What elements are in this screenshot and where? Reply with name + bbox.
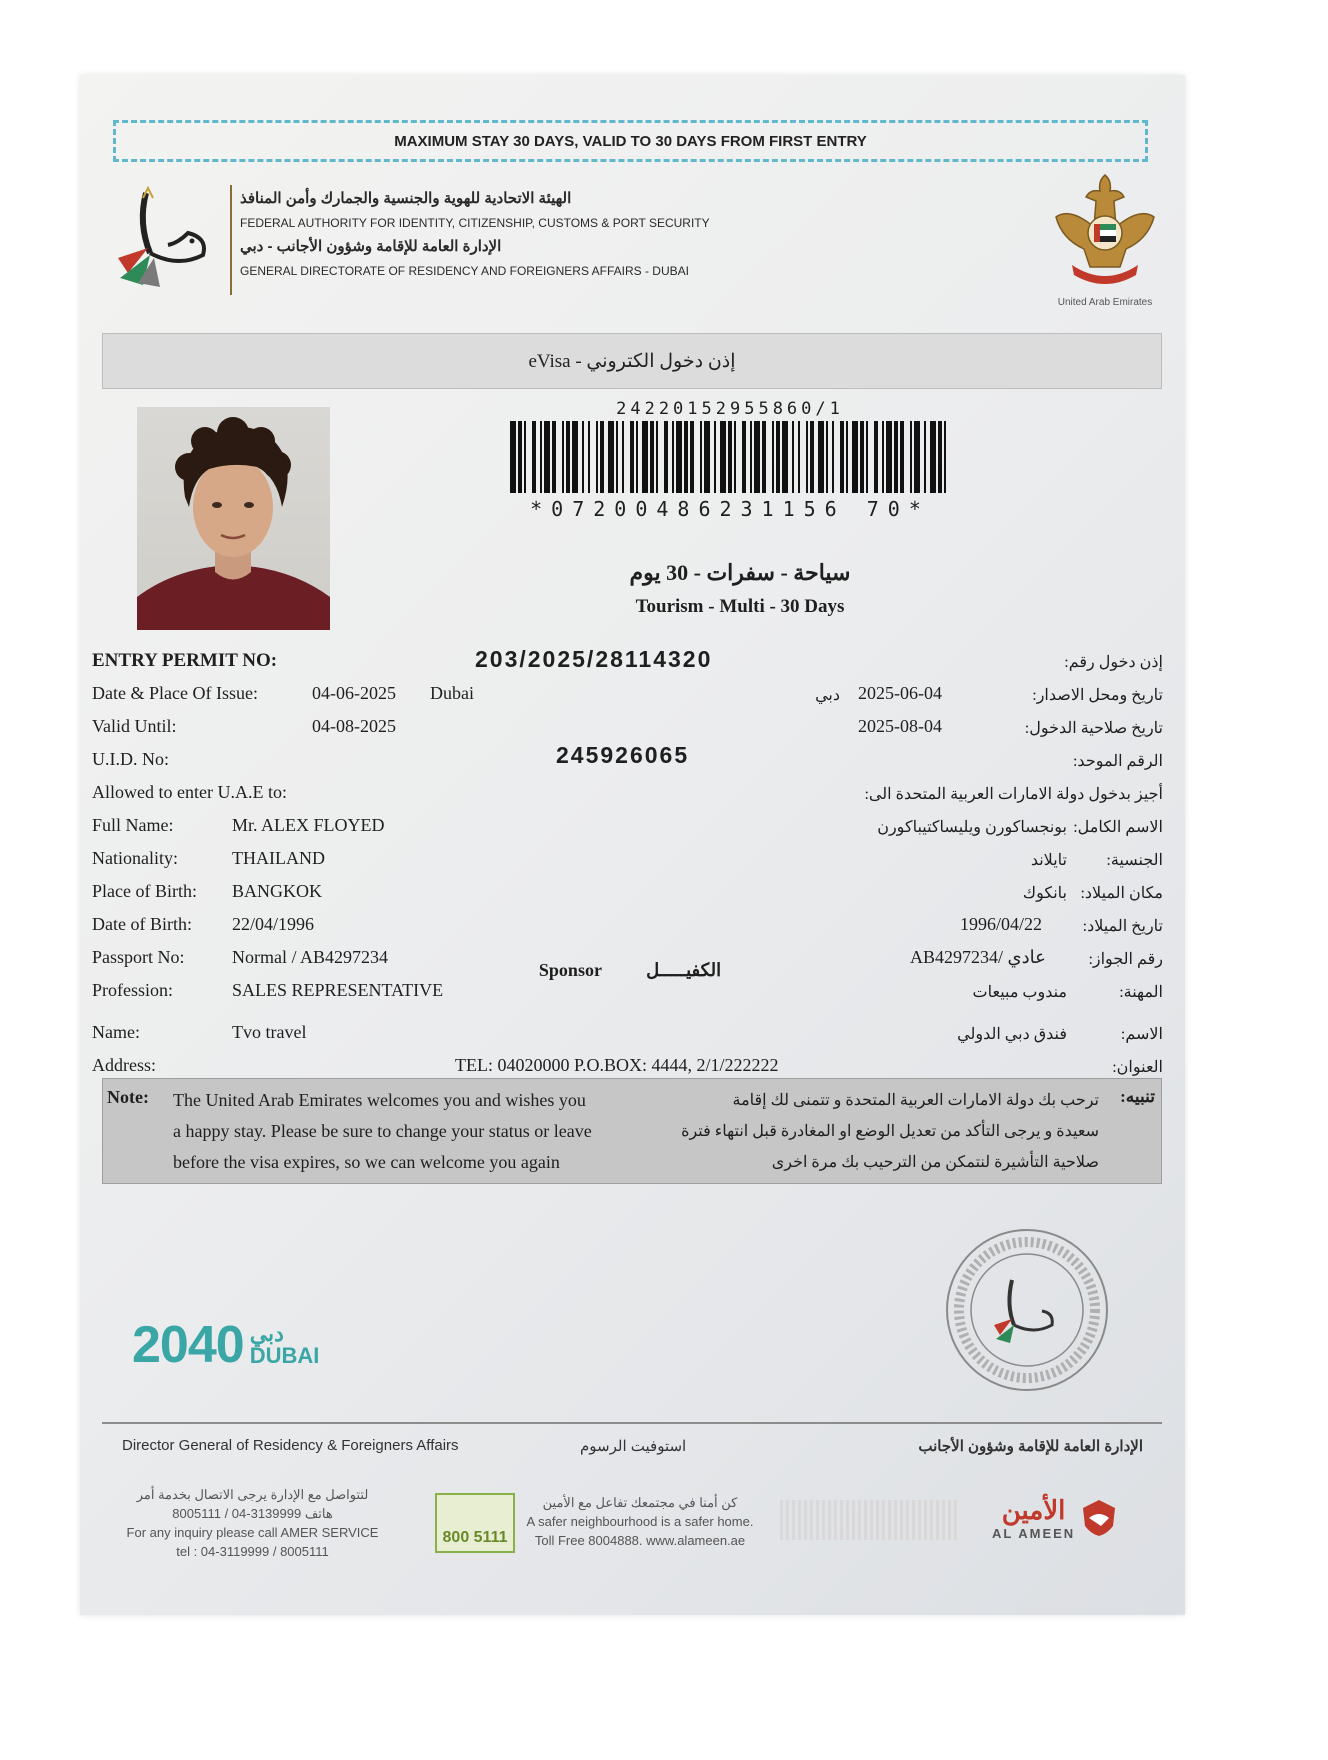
barcode-bar (630, 421, 634, 493)
passport-ar: AB4297234/ عادي (910, 947, 1046, 967)
dob-label-ar: تاريخ الميلاد: (1082, 918, 1163, 935)
issue-label-ar: تاريخ ومحل الاصدار: (1032, 687, 1163, 704)
nationality-ar: تايلاند (1030, 852, 1067, 869)
barcode-bar (608, 421, 614, 493)
valid-date: 04-08-2025 (312, 716, 396, 736)
barcode-bar (782, 421, 788, 493)
allowed-label: Allowed to enter U.A.E to: (92, 782, 287, 802)
amer-info (120, 1485, 385, 1561)
amer-badge (435, 1493, 515, 1553)
barcode-bar (754, 421, 760, 493)
authority-names (240, 187, 760, 283)
valid-label: Valid Until: (92, 716, 177, 736)
full-name-label-ar: الاسم الكامل: (1073, 819, 1163, 836)
visa-type-ar: سياحة - سفرات - 30 يوم (629, 560, 851, 585)
barcode-bar (792, 421, 794, 493)
barcode-bar (720, 421, 726, 493)
note-en-line2: a happy stay. Please be sure to change your status or leave (173, 1121, 592, 1141)
barcode-bar (840, 421, 844, 493)
visa-document (80, 75, 1185, 1615)
barcode-bar (852, 421, 858, 493)
barcode-bar (664, 421, 668, 493)
amer-ar-line2: 8005111 / 04-3139999 هاتف (172, 1506, 333, 1521)
alameen-shield-icon (1079, 1498, 1119, 1538)
barcode-bar (944, 421, 946, 493)
profession-ar: مندوب مبيعات (972, 984, 1067, 1001)
barcode-bar (700, 421, 702, 493)
passport-label-ar: رقم الجواز: (1088, 951, 1163, 968)
nationality-label: Nationality: (92, 848, 178, 868)
dob-label: Date of Birth: (92, 914, 192, 934)
visa-barcode (510, 421, 950, 493)
barcode-bar (676, 421, 682, 493)
dob: 22/04/1996 (232, 914, 315, 934)
barcode-bar (810, 421, 814, 493)
dubai-2040-logo (132, 1315, 319, 1375)
barcode-bar (728, 421, 732, 493)
barcode-bar (622, 421, 624, 493)
issue-place: Dubai (430, 683, 474, 703)
barcode-bar (540, 421, 542, 493)
barcode-bar (532, 421, 536, 493)
dubai-2040-ar: دبي (249, 1321, 284, 1346)
barcode-bar (600, 421, 604, 493)
barcode-bar (636, 421, 638, 493)
footer-divider (102, 1422, 1162, 1424)
sponsor-heading-en: Sponsor (538, 960, 602, 980)
passport-label: Passport No: (92, 947, 185, 967)
issue-date: 04-06-2025 (312, 683, 396, 703)
barcode-bar (616, 421, 618, 493)
footer-fees-ar: استوفيت الرسوم (580, 1438, 687, 1455)
nationality-label-ar: الجنسية: (1106, 852, 1163, 869)
barcode-bar (750, 421, 752, 493)
uid-label-ar: الرقم الموحد: (1072, 753, 1163, 770)
footer-director-en: Director General of Residency & Foreigners Affairs (122, 1437, 459, 1454)
uid-label: U.I.D. No: (92, 749, 169, 769)
alameen-en-line1: A safer neighbourhood is a safer home. (526, 1514, 754, 1529)
pob-label: Place of Birth: (92, 881, 197, 901)
issue-label: Date & Place Of Issue: (92, 683, 258, 703)
note-ar-line3: صلاحية التأشيرة لنتمكن من الترحيب بك مرة اخرى (771, 1154, 1099, 1171)
barcode-bar (672, 421, 674, 493)
alameen-logo-en: AL AMEEN (992, 1526, 1076, 1541)
authority-divider (230, 185, 232, 295)
barcode-bar (734, 421, 736, 493)
barcode-bar (690, 421, 694, 493)
permit-number: 203/2025/28114320 (475, 646, 713, 672)
barcode-bar (910, 421, 912, 493)
barcode-bottom-number: *07200486231156 70* (530, 497, 930, 521)
evisa-title: eVisa - إذن دخول الكتروني (102, 333, 1162, 389)
barcode-bar (510, 421, 516, 493)
barcode-bar (914, 421, 920, 493)
barcode-bar (818, 421, 824, 493)
barcode-bar (742, 421, 746, 493)
authority-en-line2: GENERAL DIRECTORATE OF RESIDENCY AND FOREIGNERS AFFAIRS - DUBAI (240, 264, 689, 278)
barcode-bar (572, 421, 578, 493)
full-name-label: Full Name: (92, 815, 174, 835)
nationality: THAILAND (232, 848, 325, 868)
barcode-bar (518, 421, 522, 493)
note-label: Note: (107, 1087, 149, 1107)
sponsor-name-label-ar: الاسم: (1120, 1026, 1163, 1043)
alameen-en-line2: Toll Free 8004888. www.alameen.ae (534, 1533, 746, 1548)
official-seal-icon (942, 1225, 1112, 1395)
issue-place-ar: دبي (815, 687, 840, 704)
barcode-bar (900, 421, 904, 493)
barcode-bar (846, 421, 848, 493)
issue-date-ar: 2025-06-04 (858, 683, 942, 703)
barcode-bar (684, 421, 688, 493)
amer-en-line2: tel : 04-3119999 / 8005111 (176, 1544, 329, 1559)
barcode-bar (714, 421, 716, 493)
applicant-photo (137, 407, 330, 630)
dubai-2040-en: DUBAI (249, 1343, 320, 1368)
alameen-info (520, 1493, 760, 1550)
barcode-bar (798, 421, 800, 493)
sponsor-address: TEL: 04020000 P.O.BOX: 4444, 2/1/222222 (455, 1055, 779, 1075)
alameen-slogan-blur (780, 1500, 960, 1540)
dubai-2040-number: 2040 (132, 1316, 244, 1374)
barcode-top-number: 24220152955860/1 (616, 399, 844, 419)
profession-label: Profession: (92, 980, 173, 1000)
barcode-bar (524, 421, 526, 493)
note-label-ar: تنبيه: (1120, 1087, 1155, 1106)
valid-label-ar: تاريخ صلاحية الدخول: (1024, 720, 1163, 737)
emblem-caption: United Arab Emirates (1057, 297, 1153, 308)
authority-falcon-logo (108, 183, 218, 293)
barcode-bar (772, 421, 774, 493)
note-box (102, 1078, 1162, 1184)
uid-number: 245926065 (556, 742, 690, 768)
barcode-bar (874, 421, 878, 493)
barcode-bar (886, 421, 892, 493)
uae-emblem (1050, 167, 1160, 317)
alameen-ar: كن أمنا في مجتمعك تفاعل مع الأمين (542, 1495, 738, 1510)
barcode-bar (656, 421, 658, 493)
barcode-bar (776, 421, 780, 493)
authority-ar-line2: الإدارة العامة للإقامة وشؤون الأجانب - دبي (240, 238, 502, 255)
amer-ar-line1: لتتواصل مع الإدارة يرجى الاتصال بخدمة أمر (136, 1487, 369, 1502)
applicant-portrait-icon (137, 407, 330, 630)
barcode-bar (832, 421, 834, 493)
barcode-bar (562, 421, 564, 493)
note-text-en (173, 1085, 643, 1178)
barcode-bar (642, 421, 648, 493)
authority-ar-line1: الهيئة الاتحادية للهوية والجنسية والجمارك وأمن المنافذ (240, 190, 572, 207)
barcode-bar (860, 421, 864, 493)
barcode-bar (806, 421, 808, 493)
barcode-bar (596, 421, 598, 493)
note-en-line1: The United Arab Emirates welcomes you and wishes you (173, 1090, 586, 1110)
footer-director-ar: الإدارة العامة للإقامة وشؤون الأجانب (918, 1438, 1143, 1455)
permit-label-ar: إذن دخول رقم: (1064, 654, 1163, 671)
dob-ar: 1996/04/22 (960, 914, 1043, 934)
sponsor-address-label: Address: (92, 1055, 156, 1075)
uae-falcon-emblem-icon (1050, 167, 1160, 292)
note-ar-line1: ترحب بك دولة الامارات العربية المتحدة و تتمنى لك إقامة (732, 1092, 1099, 1109)
profession-label-ar: المهنة: (1119, 984, 1163, 1001)
max-stay-banner: MAXIMUM STAY 30 DAYS, VALID TO 30 DAYS FROM FIRST ENTRY (113, 120, 1148, 162)
barcode-bar (582, 421, 584, 493)
full-name-ar: بونجساكورن ويليساكتيباكورن (877, 819, 1067, 836)
sponsor-heading (480, 960, 780, 981)
note-text-ar (639, 1085, 1099, 1178)
barcode-bar (544, 421, 550, 493)
barcode-bar (566, 421, 570, 493)
barcode-bar (938, 421, 942, 493)
alameen-logo (992, 1495, 1119, 1541)
note-en-line3: before the visa expires, so we can welcome you again (173, 1152, 560, 1172)
permit-label: ENTRY PERMIT NO: (92, 650, 278, 671)
barcode-bar (650, 421, 654, 493)
sponsor-name-ar: فندق دبي الدولي (957, 1026, 1067, 1043)
amer-en-line1: For any inquiry please call AMER SERVICE (126, 1525, 379, 1540)
full-name: Mr. ALEX FLOYED (232, 815, 385, 835)
barcode-bar (924, 421, 926, 493)
allowed-label-ar: أجيز بدخول دولة الامارات العربية المتحدة الى: (864, 786, 1163, 803)
authority-en-line1: FEDERAL AUTHORITY FOR IDENTITY, CITIZENSHIP, CUSTOMS & PORT SECURITY (240, 216, 710, 230)
amer-badge-number: 800 5111 (442, 1529, 508, 1546)
visa-type-en: Tourism - Multi - 30 Days (635, 596, 845, 617)
sponsor-name: Tvo travel (232, 1022, 307, 1042)
barcode-bar (552, 421, 556, 493)
sponsor-address-label-ar: العنوان: (1112, 1059, 1163, 1076)
profession: SALES REPRESENTATIVE (232, 980, 444, 1000)
pob-label-ar: مكان الميلاد: (1080, 885, 1163, 902)
barcode-bar (894, 421, 898, 493)
sponsor-name-label: Name: (92, 1022, 140, 1042)
pob: BANGKOK (232, 881, 322, 901)
alameen-logo-ar: الأمين (1001, 1495, 1066, 1525)
valid-date-ar: 2025-08-04 (858, 716, 942, 736)
barcode-bar (762, 421, 766, 493)
barcode-bar (930, 421, 936, 493)
barcode-bar (704, 421, 710, 493)
passport: Normal / AB4297234 (232, 947, 388, 967)
barcode-bar (882, 421, 884, 493)
pob-ar: بانكوك (1022, 885, 1067, 902)
note-ar-line2: سعيدة و يرجى التأكد من تعديل الوضع او المغادرة قبل انتهاء فترة (681, 1123, 1099, 1140)
sponsor-heading-ar: الكفيـــــل (646, 960, 722, 980)
barcode-bar (588, 421, 590, 493)
barcode-bar (866, 421, 868, 493)
barcode-bar (826, 421, 828, 493)
